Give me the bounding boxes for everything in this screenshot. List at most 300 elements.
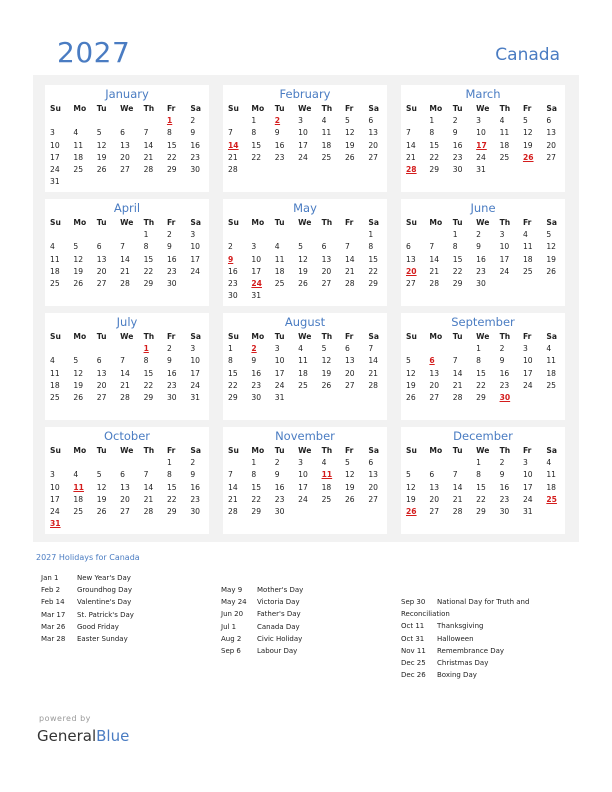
holiday-row	[401, 622, 571, 634]
weekday-header: Fr	[522, 446, 532, 455]
weekday-header: Su	[228, 332, 239, 341]
day-cell: 25	[73, 506, 84, 516]
day-cell: 26	[298, 278, 308, 288]
day-cell: 29	[143, 392, 154, 402]
day-cell: 23	[499, 494, 510, 504]
holiday-name: St. Patrick's Day	[77, 610, 134, 619]
day-cell: 5	[344, 458, 350, 468]
weekday-header: Sa	[190, 446, 201, 455]
day-cell: 28	[228, 164, 238, 174]
logo-general: General	[37, 727, 97, 745]
day-cell: 14	[406, 140, 416, 150]
day-cell: 10	[50, 140, 60, 150]
month-grid	[223, 218, 387, 303]
day-cell: 18	[321, 140, 332, 150]
day-cell: 7	[406, 128, 411, 138]
day-cell: 30	[166, 392, 177, 402]
holiday-name: Easter Sunday	[77, 634, 128, 643]
day-cell: 6	[321, 242, 327, 252]
day-cell: 7	[368, 344, 374, 354]
day-cell: 1	[368, 230, 374, 240]
weekday-header: Sa	[546, 218, 557, 227]
day-cell: 4	[546, 344, 552, 354]
day-cell: 3	[522, 458, 528, 468]
day-cell: 3	[499, 230, 505, 240]
day-cell: 25	[321, 494, 332, 504]
day-cell: 17	[190, 368, 201, 378]
day-cell: 25	[298, 380, 308, 390]
day-cell: 15	[228, 368, 238, 378]
day-cell: 16	[274, 482, 285, 492]
weekday-header: Th	[321, 446, 333, 455]
day-cell: 4	[73, 128, 79, 138]
weekday-header: Tu	[96, 218, 107, 227]
day-cell: 24	[476, 152, 486, 162]
day-cell: 14	[120, 368, 130, 378]
holiday-day-cell: 2	[274, 116, 281, 126]
day-cell: 3	[274, 344, 280, 354]
country-title: Canada	[495, 45, 560, 65]
day-cell: 11	[50, 368, 60, 378]
day-cell: 1	[166, 458, 172, 468]
day-cell: 21	[143, 494, 154, 504]
day-cell: 16	[166, 254, 177, 264]
day-cell: 4	[274, 242, 280, 252]
day-cell: 25	[50, 392, 60, 402]
day-cell: 24	[50, 164, 60, 174]
weekday-header: Sa	[190, 104, 201, 113]
day-cell: 20	[120, 494, 130, 504]
day-cell: 8	[368, 242, 374, 252]
year-title: 2027	[57, 36, 131, 69]
day-cell: 3	[50, 128, 55, 138]
month-october	[45, 427, 209, 534]
day-cell: 12	[96, 140, 107, 150]
holiday-row	[221, 635, 391, 647]
month-april	[45, 199, 209, 306]
empty-cell	[401, 116, 424, 128]
day-cell: 27	[96, 278, 107, 288]
day-cell: 25	[50, 278, 60, 288]
holiday-name: Good Friday	[77, 622, 119, 631]
day-cell: 7	[120, 242, 126, 252]
holiday-day-cell: 26	[406, 506, 417, 516]
holiday-date: Dec 25	[401, 658, 426, 667]
day-cell: 24	[190, 266, 201, 276]
weekday-header: Su	[406, 332, 417, 341]
day-cell: 6	[406, 242, 411, 252]
holiday-name: Civic Holiday	[257, 634, 303, 643]
day-cell: 28	[228, 506, 238, 516]
holiday-name: National Day for Truth and	[437, 598, 530, 606]
day-cell: 12	[546, 242, 557, 252]
day-cell: 21	[406, 152, 416, 162]
day-cell: 2	[452, 116, 458, 126]
month-grid	[45, 104, 209, 189]
day-cell: 6	[96, 356, 102, 366]
month-name: July	[116, 315, 138, 329]
day-cell: 14	[228, 482, 238, 492]
day-cell: 17	[50, 494, 60, 504]
day-cell: 15	[143, 254, 154, 264]
weekday-header: Tu	[274, 104, 285, 113]
day-cell: 9	[274, 128, 280, 138]
empty-cell	[115, 344, 138, 356]
empty-cell	[115, 230, 138, 242]
weekday-header: Th	[321, 332, 333, 341]
day-cell: 20	[344, 368, 355, 378]
weekday-header: Su	[406, 218, 417, 227]
day-cell: 31	[522, 506, 533, 516]
day-cell: 26	[344, 152, 355, 162]
day-cell: 22	[166, 494, 177, 504]
day-cell: 16	[499, 482, 510, 492]
empty-cell	[45, 458, 68, 470]
month-february	[223, 85, 387, 192]
weekday-header: Th	[143, 446, 155, 455]
holiday-row	[41, 635, 211, 647]
month-august	[223, 313, 387, 420]
day-cell: 5	[73, 242, 79, 252]
day-cell: 27	[406, 278, 416, 288]
weekday-header: Th	[499, 104, 511, 113]
day-cell: 7	[429, 242, 435, 252]
day-cell: 23	[251, 380, 262, 390]
day-cell: 4	[50, 242, 55, 252]
weekday-header: Tu	[96, 332, 107, 341]
day-cell: 31	[251, 291, 262, 301]
day-cell: 25	[546, 380, 557, 390]
day-cell: 29	[476, 392, 486, 402]
empty-cell	[115, 116, 138, 128]
holiday-date: Feb 14	[41, 598, 65, 607]
day-cell: 17	[190, 254, 201, 264]
weekday-header: Th	[321, 218, 333, 227]
holiday-day-cell: 14	[228, 140, 239, 150]
empty-cell	[424, 458, 447, 470]
empty-cell	[92, 230, 115, 242]
day-cell: 28	[452, 392, 463, 402]
holiday-name: Labour Day	[257, 646, 298, 655]
day-cell: 7	[143, 128, 149, 138]
day-cell: 10	[251, 254, 262, 264]
holiday-date: Nov 11	[401, 646, 426, 655]
holiday-day-cell: 24	[251, 278, 262, 288]
day-cell: 12	[406, 368, 416, 378]
day-cell: 6	[120, 128, 126, 138]
day-cell: 27	[429, 506, 440, 516]
weekday-header: Fr	[344, 332, 354, 341]
day-cell: 12	[321, 356, 332, 366]
day-cell: 22	[452, 266, 463, 276]
holiday-row	[401, 598, 571, 610]
day-cell: 23	[190, 152, 201, 162]
day-cell: 20	[120, 152, 130, 162]
day-cell: 29	[143, 278, 154, 288]
day-cell: 15	[251, 482, 262, 492]
month-december	[401, 427, 565, 534]
day-cell: 17	[274, 368, 285, 378]
day-cell: 26	[96, 506, 107, 516]
day-cell: 29	[368, 278, 379, 288]
day-cell: 2	[228, 242, 233, 252]
month-name: December	[453, 429, 513, 443]
weekday-header: Th	[143, 332, 155, 341]
weekday-header: Th	[321, 104, 333, 113]
holiday-row	[401, 635, 571, 647]
day-cell: 14	[429, 254, 440, 264]
holiday-name-continued: Reconciliation	[401, 610, 450, 619]
holiday-row	[221, 598, 391, 610]
day-cell: 29	[166, 164, 177, 174]
weekday-header: We	[476, 332, 490, 341]
weekday-header: We	[476, 104, 490, 113]
day-cell: 21	[429, 266, 440, 276]
weekday-header: Mo	[429, 332, 443, 341]
day-cell: 30	[452, 164, 463, 174]
day-cell: 10	[190, 356, 201, 366]
day-cell: 18	[274, 266, 285, 276]
day-cell: 24	[298, 494, 308, 504]
weekday-header: Fr	[522, 104, 532, 113]
holiday-day-cell: 30	[499, 392, 511, 402]
weekday-header: We	[120, 446, 134, 455]
day-cell: 5	[406, 470, 411, 480]
month-name: September	[451, 315, 515, 329]
day-cell: 21	[228, 494, 238, 504]
day-cell: 16	[190, 140, 201, 150]
holiday-row	[401, 647, 571, 659]
month-january	[45, 85, 209, 192]
month-name: June	[470, 201, 496, 215]
day-cell: 11	[321, 128, 332, 138]
holiday-date: Aug 2	[221, 634, 242, 643]
weekday-header: Tu	[274, 218, 285, 227]
weekday-header: Tu	[452, 218, 463, 227]
holiday-row	[41, 611, 211, 623]
day-cell: 17	[50, 152, 60, 162]
empty-cell	[424, 344, 447, 356]
day-cell: 24	[274, 380, 285, 390]
holiday-name: Father's Day	[257, 610, 301, 619]
day-cell: 7	[228, 470, 233, 480]
day-cell: 20	[546, 140, 557, 150]
day-cell: 21	[452, 380, 463, 390]
day-cell: 19	[406, 494, 416, 504]
day-cell: 8	[251, 470, 257, 480]
day-cell: 24	[298, 152, 308, 162]
day-cell: 2	[190, 458, 196, 468]
day-cell: 19	[344, 482, 355, 492]
day-cell: 1	[429, 116, 435, 126]
day-cell: 18	[73, 494, 84, 504]
day-cell: 24	[522, 494, 533, 504]
holiday-name: Halloween	[437, 634, 474, 643]
weekday-header: Sa	[546, 332, 557, 341]
day-cell: 28	[120, 392, 130, 402]
day-cell: 3	[251, 242, 257, 252]
day-cell: 18	[50, 380, 60, 390]
empty-cell	[68, 116, 91, 128]
weekday-header: Tu	[96, 104, 107, 113]
day-cell: 23	[166, 266, 177, 276]
day-cell: 20	[321, 266, 332, 276]
day-cell: 16	[251, 368, 262, 378]
day-cell: 2	[476, 230, 482, 240]
day-cell: 2	[166, 344, 172, 354]
day-cell: 4	[73, 470, 79, 480]
empty-cell	[92, 116, 115, 128]
day-cell: 1	[251, 458, 257, 468]
day-cell: 9	[190, 128, 196, 138]
day-cell: 10	[476, 128, 486, 138]
day-cell: 21	[344, 266, 355, 276]
day-cell: 12	[344, 470, 355, 480]
holiday-date: May 24	[221, 598, 247, 607]
weekday-header: Mo	[251, 104, 265, 113]
weekday-header: Su	[50, 104, 61, 113]
day-cell: 16	[499, 368, 510, 378]
weekday-header: Mo	[429, 218, 443, 227]
weekday-header: Sa	[368, 332, 379, 341]
weekday-header: We	[120, 332, 134, 341]
day-cell: 21	[120, 266, 130, 276]
holiday-name: Mother's Day	[257, 586, 304, 594]
day-cell: 5	[96, 128, 102, 138]
holiday-day-cell: 11	[73, 482, 84, 492]
day-cell: 23	[228, 278, 238, 288]
day-cell: 31	[476, 164, 486, 174]
day-cell: 22	[429, 152, 440, 162]
day-cell: 5	[96, 470, 102, 480]
day-cell: 23	[166, 380, 177, 390]
holiday-date: Oct 11	[401, 622, 425, 631]
holiday-date: Oct 31	[401, 634, 425, 643]
day-cell: 8	[251, 128, 257, 138]
logo-blue: Blue	[96, 727, 130, 745]
holiday-column	[401, 598, 571, 683]
weekday-header: Fr	[522, 218, 532, 227]
month-name: May	[293, 201, 317, 215]
day-cell: 1	[476, 344, 482, 354]
empty-cell	[270, 230, 293, 242]
day-cell: 23	[452, 152, 463, 162]
weekday-header: Mo	[429, 104, 443, 113]
holiday-row	[41, 598, 211, 610]
weekday-header: Tu	[274, 332, 285, 341]
month-grid	[401, 332, 565, 405]
day-cell: 29	[452, 278, 463, 288]
day-cell: 18	[321, 482, 332, 492]
weekday-header: Mo	[73, 218, 87, 227]
day-cell: 29	[476, 506, 486, 516]
holiday-date: Sep 30	[401, 598, 426, 606]
day-cell: 13	[96, 254, 107, 264]
day-cell: 19	[73, 380, 84, 390]
holiday-day-cell: 31	[50, 519, 61, 529]
day-cell: 31	[190, 392, 201, 402]
day-cell: 4	[499, 116, 505, 126]
holiday-name: Canada Day	[257, 622, 300, 631]
empty-cell	[246, 230, 269, 242]
generalblue-logo[interactable]	[37, 727, 129, 745]
month-grid	[223, 446, 387, 519]
weekday-header: Tu	[274, 446, 285, 455]
day-cell: 28	[429, 278, 440, 288]
day-cell: 17	[251, 266, 262, 276]
day-cell: 9	[166, 356, 172, 366]
day-cell: 5	[546, 230, 552, 240]
day-cell: 16	[476, 254, 486, 264]
weekday-header: Su	[228, 104, 239, 113]
day-cell: 30	[166, 278, 177, 288]
day-cell: 22	[251, 494, 262, 504]
day-cell: 2	[499, 458, 505, 468]
day-cell: 23	[476, 266, 486, 276]
holiday-name: Christmas Day	[437, 658, 489, 667]
day-cell: 5	[406, 356, 411, 366]
day-cell: 30	[476, 278, 486, 288]
day-cell: 20	[368, 482, 379, 492]
day-cell: 14	[368, 356, 379, 366]
day-cell: 25	[321, 152, 332, 162]
empty-cell	[448, 344, 471, 356]
day-cell: 3	[190, 230, 196, 240]
holidays-title: 2027 Holidays for Canada	[36, 553, 140, 562]
day-cell: 5	[321, 344, 327, 354]
day-cell: 13	[429, 368, 440, 378]
weekday-header: Fr	[522, 332, 532, 341]
holiday-row	[41, 586, 211, 598]
day-cell: 12	[96, 482, 107, 492]
weekday-header: Sa	[546, 446, 557, 455]
day-cell: 11	[298, 356, 308, 366]
day-cell: 28	[143, 506, 154, 516]
day-cell: 1	[452, 230, 458, 240]
day-cell: 24	[50, 506, 60, 516]
day-cell: 10	[298, 470, 308, 480]
holiday-name: Victoria Day	[257, 598, 300, 607]
day-cell: 9	[499, 470, 505, 480]
holiday-row	[221, 623, 391, 635]
day-cell: 7	[120, 356, 126, 366]
day-cell: 15	[476, 482, 486, 492]
day-cell: 27	[120, 506, 130, 516]
day-cell: 12	[73, 368, 84, 378]
day-cell: 23	[274, 152, 285, 162]
holiday-row	[221, 610, 391, 622]
day-cell: 19	[96, 152, 107, 162]
day-cell: 18	[546, 482, 557, 492]
day-cell: 10	[522, 356, 533, 366]
day-cell: 23	[499, 380, 510, 390]
empty-cell	[317, 230, 340, 242]
month-may	[223, 199, 387, 306]
empty-cell	[92, 458, 115, 470]
holiday-day-cell: 2	[251, 344, 257, 354]
day-cell: 29	[166, 506, 177, 516]
day-cell: 9	[251, 356, 257, 366]
day-cell: 13	[368, 470, 379, 480]
day-cell: 28	[120, 278, 130, 288]
day-cell: 29	[251, 506, 262, 516]
day-cell: 13	[96, 368, 107, 378]
day-cell: 14	[452, 482, 463, 492]
day-cell: 28	[344, 278, 355, 288]
day-cell: 26	[73, 392, 84, 402]
day-cell: 21	[452, 494, 463, 504]
day-cell: 9	[190, 470, 196, 480]
